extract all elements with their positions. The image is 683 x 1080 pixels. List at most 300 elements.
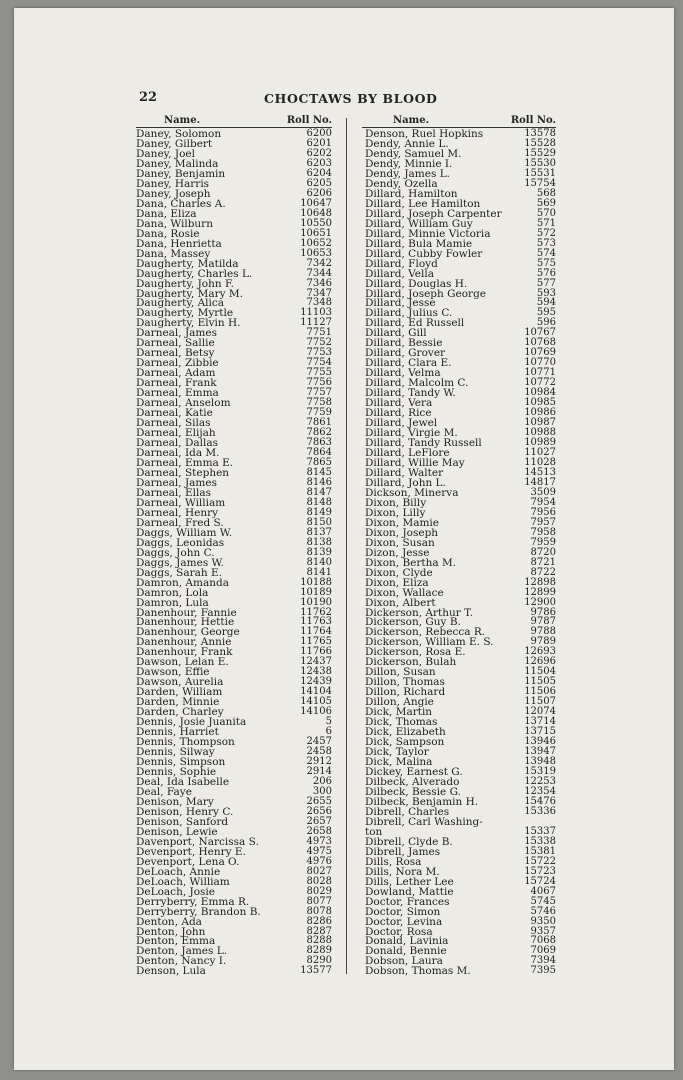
entry-name: Daggs, William W. (136, 526, 233, 539)
entry-roll-number: 11507 (524, 696, 556, 708)
entry-roll-number: 569 (536, 197, 556, 209)
entry-roll-number: 10988 (524, 427, 556, 439)
entry-roll-number: 14104 (300, 686, 332, 698)
entry-roll-number: 11765 (300, 636, 332, 648)
entry-name: Daney, Benjamin (136, 167, 226, 180)
entry-name: Daugherty, Matilda (136, 257, 239, 270)
entry-roll-number: 7865 (306, 456, 332, 468)
entry-name: Daney, Joel (136, 147, 195, 160)
entry-name: Dills, Rosa (365, 855, 422, 868)
entry-name: Dickerson, Rosa E. (365, 646, 466, 659)
entry-name: Dillard, Bessie (365, 337, 443, 350)
entry-name: Doctor, Frances (365, 895, 450, 908)
entry-name: Danenhour, Fannie (136, 606, 237, 619)
entry-roll-number: 13714 (524, 716, 556, 728)
entry-roll-number: 8138 (306, 536, 332, 548)
entry-roll-number: 7863 (306, 437, 332, 449)
entry-name: Daney, Gilbert (136, 137, 213, 150)
entry-roll-number: 2657 (306, 815, 332, 827)
entry-roll-number: 11127 (300, 317, 332, 329)
entry-roll-number: 10189 (300, 586, 332, 598)
entry-name: Dillard, Malcolm C. (365, 377, 469, 390)
left-column-header (136, 115, 332, 127)
entry-roll-number: 10648 (300, 207, 332, 219)
entry-name: Darneal, Katie (136, 407, 213, 420)
entry-roll-number: 7752 (306, 337, 332, 349)
entry-roll-number: 8721 (530, 556, 556, 568)
entry-name: Dibrell, Carl Washing- (365, 815, 483, 828)
entry-roll-number: 595 (536, 307, 556, 319)
entry-roll-number: 10985 (524, 397, 556, 409)
entry-name: Dixon, Billy (365, 496, 427, 509)
entry-roll-number: 7956 (530, 506, 556, 518)
entry-name: Darden, William (136, 686, 223, 699)
entry-name: Dillard, Joseph George (365, 287, 487, 300)
entry-roll-number: 8137 (306, 526, 332, 538)
entry-roll-number: 12438 (300, 666, 332, 678)
entry-roll-number: 577 (536, 277, 556, 289)
entry-name: Dickerson, William E. S. (365, 636, 494, 649)
entry-roll-number: 6 (325, 726, 332, 738)
entry-name: Daney, Joseph (136, 187, 211, 200)
entry-name: Darneal, Henry (136, 506, 219, 519)
entry-roll-number: 576 (536, 267, 556, 279)
entry-roll-number: 15337 (524, 825, 556, 837)
entry-roll-number: 8140 (306, 556, 332, 568)
left-entries (136, 129, 332, 976)
page-number: 22 (139, 90, 158, 105)
entry-roll-number: 10767 (524, 327, 556, 339)
entry-name: Daugherty, John F. (136, 277, 234, 290)
entry-name: Dillard, Gill (365, 327, 427, 340)
entry-name: Dixon, Joseph (365, 526, 439, 539)
entry-roll-number: 7069 (530, 945, 556, 957)
entry-roll-number: 575 (536, 257, 556, 269)
entry-name: Dawson, Lelan E. (136, 656, 229, 669)
entry-name: Dennis, Harriet (136, 726, 219, 739)
entry-roll-number: 15529 (524, 147, 556, 159)
entry-roll-number: 8286 (306, 915, 332, 927)
entry-name: Darneal, Elijah (136, 427, 216, 440)
entry-name: Darden, Minnie (136, 696, 220, 709)
entry-name: Darneal, Stephen (136, 466, 230, 479)
entry-roll-number: 8139 (306, 546, 332, 558)
entry-name: Dills, Lether Lee (365, 875, 454, 888)
entry-roll-number: 5746 (530, 905, 556, 917)
entry-roll-number: 574 (536, 247, 556, 259)
entry-roll-number: 15723 (524, 865, 556, 877)
entry-roll-number: 4976 (306, 855, 332, 867)
entry-roll-number: 10771 (524, 367, 556, 379)
entry-name: Denton, Ada (136, 915, 202, 928)
entry-roll-number: 8722 (530, 566, 556, 578)
entry-roll-number: 2912 (306, 756, 332, 768)
entry-roll-number: 568 (536, 187, 556, 199)
entry-roll-number: 3509 (530, 486, 556, 498)
entry-name: Dillard, Douglas H. (365, 277, 468, 290)
entry-name: Dibrell, Charles (365, 805, 450, 818)
entry-name: Donald, Bennie (365, 945, 447, 958)
entry-roll-number: 11504 (524, 666, 556, 678)
entry-name: Darneal, Emma (136, 387, 219, 400)
entry-roll-number: 9350 (530, 915, 556, 927)
entry-roll-number: 8149 (306, 506, 332, 518)
entry-name: Dickerson, Bulah (365, 656, 457, 669)
entry-name: Daney, Solomon (136, 128, 222, 140)
entry-name: Denison, Lewie (136, 825, 218, 838)
entry-name: Danenhour, Hettie (136, 616, 235, 629)
entry-roll-number: 8141 (306, 566, 332, 578)
entry-name: Dillard, Hamilton (365, 187, 458, 200)
entry-roll-number: 10651 (300, 227, 332, 239)
entry-name: Donald, Lavinia (365, 935, 449, 948)
entry-name: Denson, Lula (136, 965, 206, 978)
entry-name: Dillard, Vera (365, 397, 433, 410)
entry-roll-number: 8150 (306, 516, 332, 528)
entry-roll-number: 14817 (524, 476, 556, 488)
entry-name: Darneal, James (136, 476, 217, 489)
entry-roll-number: 7754 (306, 357, 332, 369)
left-column (136, 115, 332, 976)
entry-name: Dana, Rosie (136, 227, 200, 240)
entry-name: Darneal, Betsy (136, 347, 215, 360)
entry-name: Dixon, Wallace (365, 586, 444, 599)
entry-name: Dick, Elizabeth (365, 726, 446, 739)
entry-name: Dixon, Lilly (365, 506, 426, 519)
entry-name: ton (365, 825, 383, 838)
entry-roll-number: 13578 (524, 128, 556, 139)
entry-roll-number: 15319 (524, 766, 556, 777)
entry-name: Dillard, Clara E. (365, 357, 452, 370)
entry-name: Denton, Nancy I. (136, 955, 227, 968)
roll-entry (365, 966, 556, 976)
entry-roll-number: 7346 (306, 277, 332, 289)
entry-roll-number: 11506 (524, 686, 556, 698)
entry-name: Denson, Ruel Hopkins (365, 128, 484, 140)
entry-name: Dilbeck, Alverado (365, 775, 460, 788)
entry-name: Devenport, Lena O. (136, 855, 240, 868)
entry-name: Damron, Amanda (136, 576, 229, 589)
entry-name: Darneal, Frank (136, 377, 217, 390)
entry-roll-number: 15722 (524, 855, 556, 867)
entry-roll-number: 10550 (300, 217, 332, 229)
entry-roll-number: 7957 (530, 516, 556, 528)
entry-roll-number: 8148 (306, 496, 332, 508)
entry-roll-number: 12899 (524, 586, 556, 598)
right-column (365, 115, 556, 976)
entry-name: Dillard, Jewel (365, 417, 438, 430)
entry-roll-number: 12900 (524, 596, 556, 608)
entry-name: Dillard, William Guy (365, 217, 473, 230)
entry-name: DeLoach, Josie (136, 885, 215, 898)
entry-name: Dillard, Minnie Victoria (365, 227, 491, 240)
entry-roll-number: 15724 (524, 875, 556, 887)
entry-name: Doctor, Levina (365, 915, 443, 928)
entry-name: Dillard, Ed Russell (365, 317, 465, 330)
entry-roll-number: 573 (536, 237, 556, 249)
entry-roll-number: 7348 (306, 297, 332, 309)
entry-roll-number: 9357 (530, 925, 556, 937)
entry-name: Darden, Charley (136, 706, 224, 719)
entry-roll-number: 2658 (306, 825, 332, 837)
entry-name: Daugherty, Mary M. (136, 287, 243, 300)
entry-roll-number: 11762 (300, 606, 332, 618)
entry-name: Doctor, Rosa (365, 925, 433, 938)
roll-entry (365, 917, 556, 927)
entry-roll-number: 5 (325, 716, 332, 728)
entry-roll-number: 2655 (306, 795, 332, 807)
entry-name: Deal, Ida Isabelle (136, 775, 230, 788)
entry-roll-number: 12437 (300, 656, 332, 668)
entry-roll-number: 7864 (306, 447, 332, 458)
entry-name: Dick, Malina (365, 756, 433, 769)
entry-roll-number: 7395 (530, 965, 556, 977)
entry-name: Dillard, Joseph Carpenter (365, 207, 502, 220)
entry-name: Daggs, Leonidas (136, 536, 225, 549)
entry-name: Daugherty, Elvin H. (136, 317, 241, 330)
entry-name: Dixon, Albert (365, 596, 436, 609)
entry-name: Dick, Martin (365, 706, 433, 719)
entry-roll-number: 7753 (306, 347, 332, 359)
entry-name: Dillard, Jesse (365, 297, 436, 310)
entry-roll-number: 15338 (524, 835, 556, 847)
entry-name: Danenhour, Frank (136, 646, 233, 659)
entry-name: Dickerson, Arthur T. (365, 606, 473, 619)
entry-name: Danenhour, George (136, 626, 240, 639)
entry-roll-number: 7758 (306, 397, 332, 409)
entry-name: Daney, Harris (136, 177, 210, 190)
entry-name: Dillard, Bula Mamie (365, 237, 473, 250)
entry-roll-number: 10647 (300, 197, 332, 209)
entry-roll-number: 10653 (300, 247, 332, 259)
entry-roll-number: 13947 (524, 746, 556, 758)
entry-name: Davenport, Narcissa S. (136, 835, 259, 848)
entry-name: Darneal, Ellas (136, 486, 211, 499)
entry-roll-number: 13715 (524, 726, 556, 738)
entry-roll-number: 12253 (524, 775, 556, 787)
entry-roll-number: 8029 (306, 885, 332, 897)
entry-name: Denison, Mary (136, 795, 214, 808)
entry-roll-number: 8145 (306, 466, 332, 478)
roll-entry (136, 966, 332, 976)
entry-roll-number: 15754 (524, 177, 556, 189)
entry-name: Danenhour, Annie (136, 636, 232, 649)
entry-roll-number: 6202 (306, 147, 332, 159)
roll-entry (365, 279, 556, 289)
entry-name: Dana, Massey (136, 247, 211, 260)
entry-roll-number: 11505 (524, 676, 556, 688)
roll-header: Roll No. (510, 115, 556, 126)
entry-roll-number: 9786 (530, 606, 556, 618)
entry-roll-number: 2914 (306, 766, 332, 777)
entry-name: Dennis, Silway (136, 746, 215, 759)
entry-roll-number: 5745 (530, 895, 556, 907)
entry-roll-number: 7751 (306, 327, 332, 339)
entry-roll-number: 8027 (306, 865, 332, 877)
entry-name: Derryberry, Emma R. (136, 895, 250, 908)
entry-name: Dillard, Virgie M. (365, 427, 458, 440)
entry-roll-number: 10190 (300, 596, 332, 608)
entry-roll-number: 6201 (306, 137, 332, 149)
entry-roll-number: 13946 (524, 736, 556, 748)
entry-name: Dana, Wilburn (136, 217, 213, 230)
roll-entry (365, 598, 556, 608)
entry-name: Damron, Lola (136, 586, 209, 599)
entry-name: Dendy, Minnie I. (365, 157, 453, 170)
entry-name: Dixon, Bertha M. (365, 556, 457, 569)
entry-roll-number: 12074 (524, 706, 556, 718)
entry-roll-number: 10772 (524, 377, 556, 389)
entry-name: Dickerson, Rebecca R. (365, 626, 486, 639)
entry-name: Dendy, Ozella (365, 177, 438, 190)
entry-name: Dixon, Susan (365, 536, 435, 549)
name-header: Name. (393, 115, 430, 126)
entry-roll-number: 11764 (300, 626, 332, 638)
entry-name: Deal, Faye (136, 785, 192, 798)
entry-name: Dennis, Sophie (136, 766, 217, 778)
entry-roll-number: 9789 (530, 636, 556, 648)
entry-roll-number: 14105 (300, 696, 332, 708)
entry-roll-number: 8720 (530, 546, 556, 558)
entry-roll-number: 11763 (300, 616, 332, 628)
entry-name: Daggs, Sarah E. (136, 566, 223, 579)
entry-name: Dilbeck, Bessie G. (365, 785, 461, 798)
entry-name: Dixon, Mamie (365, 516, 439, 529)
entry-name: Daugherty, Myrtle (136, 307, 234, 320)
entry-name: Damron, Lula (136, 596, 209, 609)
entry-name: Dillard, Grover (365, 347, 446, 360)
roll-header: Roll No. (286, 115, 332, 126)
entry-roll-number: 8146 (306, 476, 332, 488)
entry-roll-number: 13577 (300, 965, 332, 977)
entry-name: Dick, Thomas (365, 716, 438, 729)
entry-name: Dills, Nora M. (365, 865, 440, 878)
entry-name: Dibrell, Clyde B. (365, 835, 453, 848)
entry-roll-number: 300 (312, 785, 332, 797)
entry-roll-number: 7759 (306, 407, 332, 419)
entry-name: Dillard, Floyd (365, 257, 438, 270)
entry-name: Daney, Malinda (136, 157, 219, 170)
entry-name: Dickey, Earnest G. (365, 766, 463, 778)
entry-name: Dillard, John L. (365, 476, 446, 489)
entry-roll-number: 2656 (306, 805, 332, 817)
entry-name: Dixon, Clyde (365, 566, 433, 579)
entry-roll-number: 6205 (306, 177, 332, 189)
entry-roll-number: 8078 (306, 905, 332, 917)
entry-roll-number: 8147 (306, 486, 332, 498)
entry-name: Dillard, Vella (365, 267, 434, 280)
entry-name: Dillard, Rice (365, 407, 432, 420)
name-header: Name. (164, 115, 201, 126)
entry-roll-number: 15381 (524, 845, 556, 857)
entry-roll-number: 12898 (524, 576, 556, 588)
entry-name: Dennis, Josie Juanita (136, 716, 247, 729)
entry-name: Daugherty, Charles L. (136, 267, 253, 280)
entry-roll-number: 596 (536, 317, 556, 329)
entry-roll-number: 10989 (524, 437, 556, 449)
entry-roll-number: 8289 (306, 945, 332, 957)
entry-roll-number: 8077 (306, 895, 332, 907)
entry-roll-number: 7394 (530, 955, 556, 967)
entry-name: Dibrell, James (365, 845, 441, 858)
entry-roll-number: 10986 (524, 407, 556, 419)
entry-roll-number: 2458 (306, 746, 332, 758)
entry-name: Denton, John (136, 925, 206, 938)
entry-name: Dobson, Laura (365, 955, 443, 968)
entry-name: Darneal, Zibbie (136, 357, 219, 370)
roll-entry (136, 917, 332, 927)
entry-roll-number: 594 (536, 297, 556, 309)
entry-name: DeLoach, Annie (136, 865, 221, 878)
entry-roll-number: 7862 (306, 427, 332, 439)
entry-name: Dendy, James L. (365, 167, 451, 180)
entry-name: Dendy, Samuel M. (365, 147, 462, 160)
entry-roll-number: 7757 (306, 387, 332, 399)
entry-name: Dickson, Minerva (365, 486, 459, 499)
entry-name: Daugherty, Alica (136, 297, 225, 310)
entry-roll-number: 13948 (524, 756, 556, 768)
entry-name: Darneal, James (136, 327, 217, 340)
entry-name: Dillard, Willie May (365, 456, 465, 469)
entry-roll-number: 11027 (524, 447, 556, 458)
entry-roll-number: 8288 (306, 935, 332, 947)
entry-roll-number: 6204 (306, 167, 332, 179)
entry-name: Dizon, Jesse (365, 546, 430, 559)
right-entries (365, 129, 556, 976)
entry-name: Dobson, Thomas M. (365, 965, 471, 978)
entry-roll-number: 10984 (524, 387, 556, 399)
entry-name: Denison, Sanford (136, 815, 229, 828)
entry-roll-number: 4067 (530, 885, 556, 897)
entry-roll-number: 593 (536, 287, 556, 299)
entry-name: DeLoach, William (136, 875, 230, 888)
entry-name: Dana, Charles A. (136, 197, 226, 210)
entry-roll-number: 15336 (524, 805, 556, 817)
entry-roll-number: 15531 (524, 167, 556, 179)
entry-name: Denton, James L. (136, 945, 228, 958)
document-page (14, 8, 674, 1070)
entry-name: Dillon, Richard (365, 686, 446, 699)
entry-name: Darneal, Dallas (136, 437, 219, 450)
entry-roll-number: 11028 (524, 456, 556, 468)
entry-name: Darneal, Silas (136, 417, 211, 430)
entry-roll-number: 7861 (306, 417, 332, 429)
entry-roll-number: 12696 (524, 656, 556, 668)
entry-roll-number: 8290 (306, 955, 332, 967)
roll-entry (136, 598, 332, 608)
entry-roll-number: 7347 (306, 287, 332, 299)
entry-name: Dana, Eliza (136, 207, 197, 220)
entry-name: Dillard, Lee Hamilton (365, 197, 481, 210)
entry-name: Doctor, Simon (365, 905, 441, 918)
entry-name: Dillard, Cubby Fowler (365, 247, 483, 260)
entry-name: Dillon, Angie (365, 696, 434, 709)
entry-roll-number: 206 (312, 775, 332, 787)
entry-roll-number: 6200 (306, 128, 332, 139)
entry-name: Dillard, Tandy Russell (365, 437, 482, 450)
entry-name: Darneal, Fred S. (136, 516, 224, 529)
entry-roll-number: 9788 (530, 626, 556, 638)
entry-roll-number: 2457 (306, 736, 332, 748)
entry-roll-number: 571 (536, 217, 556, 229)
entry-name: Dowland, Mattie (365, 885, 454, 898)
entry-roll-number: 9787 (530, 616, 556, 628)
entry-name: Dana, Henrietta (136, 237, 222, 250)
entry-roll-number: 12693 (524, 646, 556, 658)
entry-name: Devenport, Henry E. (136, 845, 246, 858)
entry-roll-number: 11103 (300, 307, 332, 319)
roll-entry (136, 279, 332, 289)
